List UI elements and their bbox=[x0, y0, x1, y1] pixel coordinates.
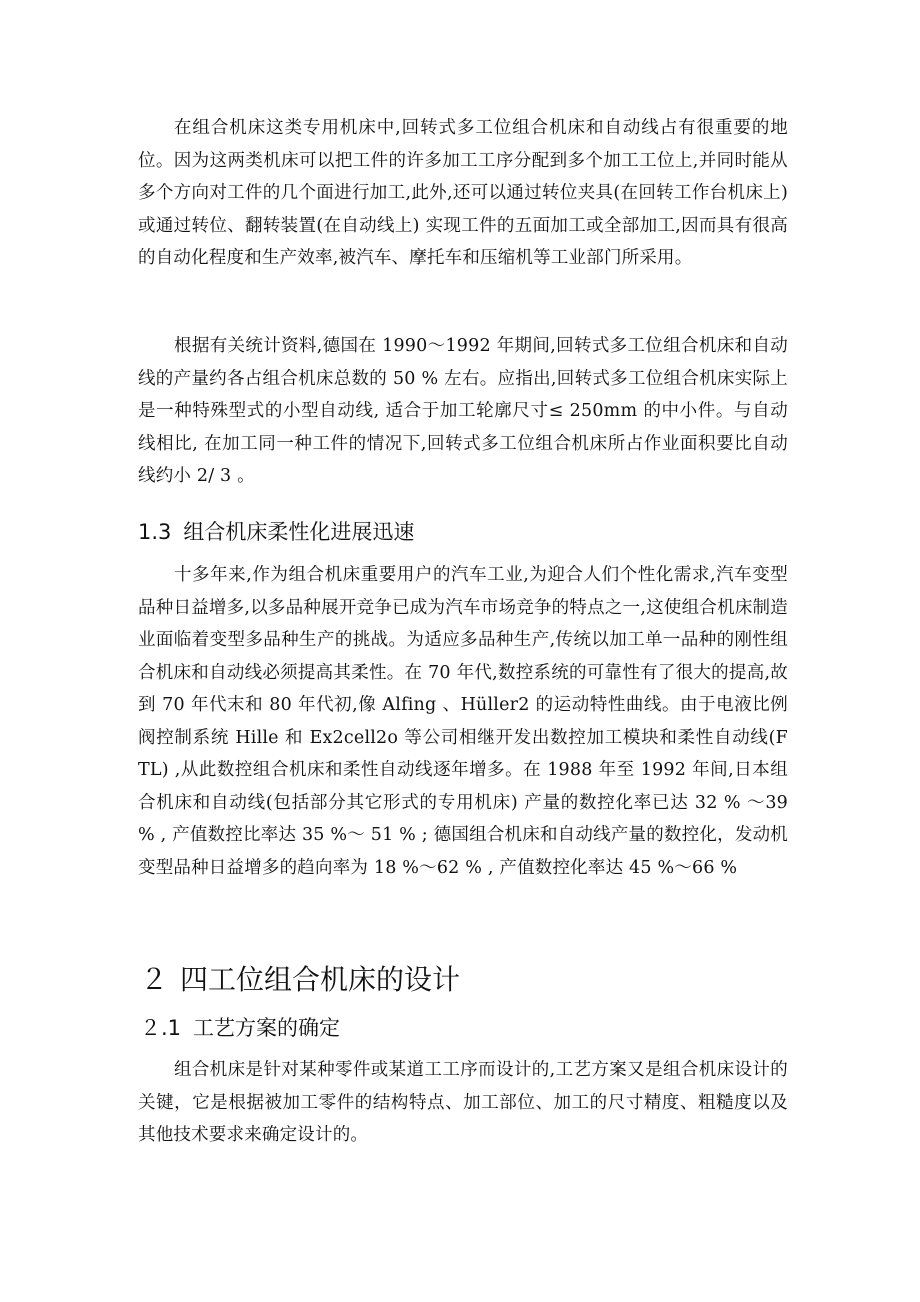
paragraph-rotary-machines: 在组合机床这类专用机床中,回转式多工位组合机床和自动线占有很重要的地位。因为这两类机床可以把工件的许多加工工序分配到多个加工工位上,并同时能从多个方向对工件的几个面进行加工,此外,还可以通过转位夹具(在回转工作台机床上) 或通过转位、翻转装置(在自动线上) 实现工件的五面加工或全部加工,因而具有很高的自动化程度和生产效率,被汽车、摩托车和压缩机等工业部门所采用。 bbox=[138, 118, 788, 268]
chapter-heading-2 bbox=[140, 962, 790, 998]
paragraph-statistics: 根据有关统计资料,德国在 1990～1992 年期间,回转式多工位组合机床和自动线的产量约各占组合机床总数的 50 % 左右。应指出,回转式多工位组合机床实际上是一种特殊型式的小型自动线, 适合于加工轮廓尺寸≤ 250mm 的中小件。与自动线相比, 在加工同一种工件的情况下,回转式多工位组合机床所占作业面积要比自动线约小 2/ 3 。 bbox=[138, 336, 788, 486]
section-heading-2-1 bbox=[140, 1013, 790, 1043]
paragraph-flexibility: 十多年来,作为组合机床重要用户的汽车工业,为迎合人们个性化需求,汽车变型品种日益增多,以多品种展开竞争已成为汽车市场竞争的特点之一,这使组合机床制造业面临着变型多品种生产的挑战。为适应多品种生产,传统以加工单一品种的刚性组合机床和自动线必须提高其柔性。在 70 年代,数控系统的可靠性有了很大的提高,故到 70 年代末和 80 年代初,像 Alfing 、Hüller2 的运动特性曲线。由于电液比例阀控制系统 Hille 和 Ex2cell2o 等公司相继开发出数控加工模块和柔性自动线(F TL) ,从此数控组合机床和柔性自动线逐年增多。在 1988 年至 1992 年间,日本组合机床和自动线(包括部分其它形式的专用机床) 产量的数控化率已达 32 % ～39 % , 产值数控比率达 35 %～ 51 % ; 德国组合机床和自动线产量的数控化，发动机变型品种日益增多的趋向率为 18 %～62 % , 产值数控化率达 45 %～66 % bbox=[138, 565, 788, 878]
section-heading-1-3 bbox=[138, 517, 788, 547]
paragraph-process-plan: 组合机床是针对某种零件或某道工工序而设计的,工艺方案又是组合机床设计的关键，它是根据被加工零件的结构特点、加工部位、加工的尺寸精度、粗糙度以及其他技术要求来确定设计的。 bbox=[138, 1060, 788, 1145]
section-number: ２.1 bbox=[140, 1016, 182, 1040]
section-title: 工艺方案的确定 bbox=[193, 1016, 341, 1040]
section-number: 1.3 bbox=[138, 520, 172, 544]
chapter-title: 四工位组合机床的设计 bbox=[180, 963, 461, 996]
chapter-number: ２ bbox=[140, 963, 169, 996]
section-title: 组合机床柔性化进展迅速 bbox=[183, 520, 415, 544]
